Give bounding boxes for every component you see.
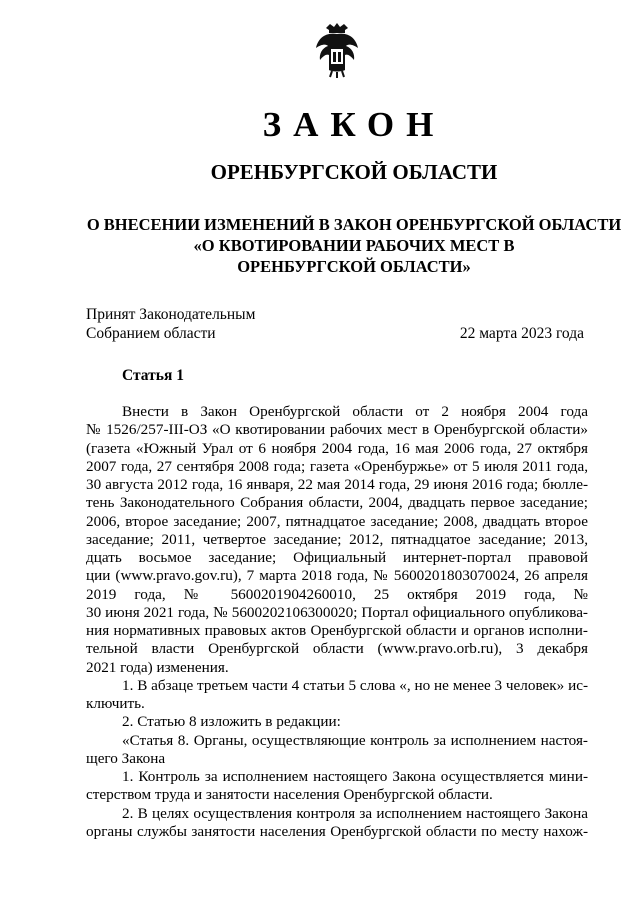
body-line: 30 августа 2012 года, 16 января, 22 мая 2014 года, 29 июня 2016 года; бюлле- — [86, 476, 588, 493]
body-line: щего Закона — [86, 749, 166, 767]
body-line: Внести в Закон Оренбургской области от 2 ноября 2004 года — [122, 403, 588, 420]
adoption-date: 22 марта 2023 года — [459, 325, 584, 342]
body-line: тельной власти Оренбургской области (www.pravo.orb.ru), 3 декабря — [86, 640, 588, 658]
body-line: 30 июня 2021 года, № 5600202106300020; Портал официального опубликова- — [86, 603, 588, 621]
amendment-title-line: «О КВОТИРОВАНИИ РАБОЧИХ МЕСТ В — [193, 236, 515, 255]
body-line: ния нормативных правовых актов Оренбургской области и органов исполни- — [86, 622, 588, 639]
body-line: 2. Статью 8 изложить в редакции: — [122, 713, 341, 731]
region-title: ОРЕНБУРГСКОЙ ОБЛАСТИ — [210, 160, 498, 184]
amendment-title-line: О ВНЕСЕНИИ ИЗМЕНЕНИЙ В ЗАКОН ОРЕНБУРГСКОЙ ОБЛАСТИ — [86, 215, 622, 234]
body-line: 2007 года, 27 сентября 2008 года; газета «Оренбуржье» от 5 июля 2011 года, — [86, 457, 588, 475]
body-line: 2006, второе заседание; 2007, пятнадцатое заседание; 2008, двадцать второе — [86, 512, 588, 530]
body-line: «Статья 8. Органы, осуществляющие контроль за исполнением настоя- — [122, 731, 588, 749]
body-line: заседание; 2011, четвертое заседание; 2012, пятнадцатое заседание; 2013, — [86, 530, 588, 548]
amendment-title — [42, 214, 624, 277]
body-line: 1. В абзаце третьем части 4 статьи 5 слова «, но не менее 3 человек» ис- — [122, 676, 588, 694]
article-heading: Статья 1 — [122, 367, 184, 384]
article-body — [86, 403, 588, 841]
body-line: тень Законодательного Собрания области, 2004, двадцать первое заседание; — [86, 494, 588, 512]
amendment-title-line: ОРЕНБУРГСКОЙ ОБЛАСТИ» — [237, 257, 471, 276]
adoption-info — [86, 305, 255, 343]
coat-of-arms-emblem — [314, 22, 360, 78]
body-line: (газета «Южный Урал от 6 ноября 2004 года, 16 мая 2006 года, 27 октября — [86, 439, 588, 457]
body-line: ции (www.pravo.gov.ru), 7 марта 2018 года, № 5600201803070024, 26 апреля — [86, 567, 588, 585]
adoption-line: Собранием области — [86, 325, 216, 342]
body-line: 1. Контроль за исполнением настоящего Закона осуществляется мини- — [122, 768, 588, 785]
body-line: органы службы занятости населения Оренбургской области по месту нахож- — [86, 822, 588, 840]
body-line: 2019 года, № 5600201904260010, 25 октября 2019 года, № — [86, 585, 588, 603]
body-line: 2. В целях осуществления контроля за исполнением настоящего Закона — [122, 804, 588, 822]
body-line: дцать восьмое заседание; Официальный интернет-портал правовой — [86, 549, 588, 566]
law-title: ЗАКОН — [262, 105, 446, 144]
body-line: стерством труда и занятости населения Оренбургской области. — [86, 786, 493, 804]
body-line: ключить. — [86, 695, 145, 712]
body-line: № 1526/257-III-ОЗ «О квотировании рабочих мест в Оренбургской области» — [86, 421, 588, 439]
body-line: 2021 года) изменения. — [86, 658, 229, 676]
adoption-line: Принят Законодательным — [86, 306, 256, 323]
